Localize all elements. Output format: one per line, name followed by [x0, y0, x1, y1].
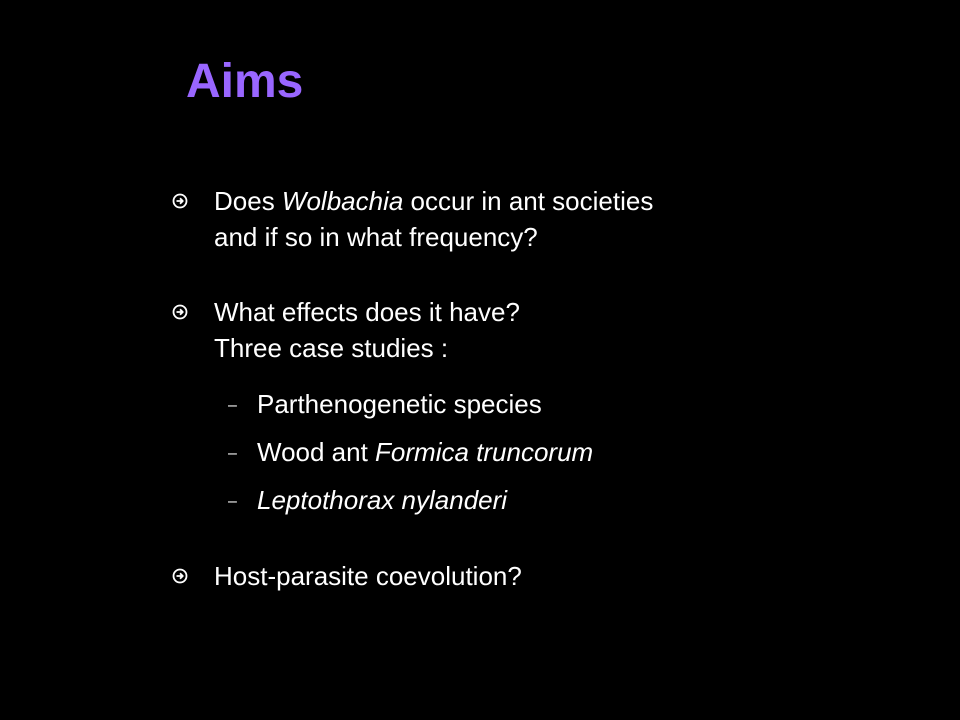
bullet-item-wolbachia	[172, 183, 872, 255]
bullet-item-effects	[172, 294, 872, 366]
dash-marker: –	[228, 493, 237, 510]
dash-marker: –	[228, 445, 237, 462]
bullet-text	[214, 558, 872, 594]
subitem-text	[257, 482, 507, 518]
subitem-text-italic: Formica truncorum	[375, 437, 594, 467]
bullet-item-coevolution	[172, 558, 872, 594]
subitem-text-italic: Leptothorax nylanderi	[257, 485, 508, 515]
circle-arrow-right-icon	[172, 568, 188, 584]
bullet-text	[214, 183, 872, 255]
subitem-wood-ant	[228, 434, 593, 470]
bullet-text-italic: Wolbachia	[281, 186, 404, 216]
circle-arrow-right-icon	[172, 193, 188, 209]
circle-arrow-right-icon	[172, 304, 188, 320]
subitem-text	[257, 434, 593, 470]
bullet-text-line2: Three case studies :	[214, 333, 449, 363]
bullet-text	[214, 294, 872, 366]
subitem-leptothorax	[228, 482, 507, 518]
dash-marker: –	[228, 397, 237, 414]
subitem-parthenogenetic	[228, 386, 542, 422]
subitem-text	[257, 386, 542, 422]
subitem-text-plain: Parthenogenetic species	[257, 389, 542, 419]
bullet-text-line1: Host-parasite coevolution?	[214, 561, 522, 591]
bullet-text-pre: Does	[214, 186, 282, 216]
bullet-text-line1: What effects does it have?	[214, 297, 520, 327]
subitem-text-plain: Wood ant	[257, 437, 376, 467]
bullet-text-line2: and if so in what frequency?	[214, 222, 538, 252]
slide-title: Aims	[186, 55, 304, 108]
bullet-text-post: occur in ant societies	[403, 186, 654, 216]
